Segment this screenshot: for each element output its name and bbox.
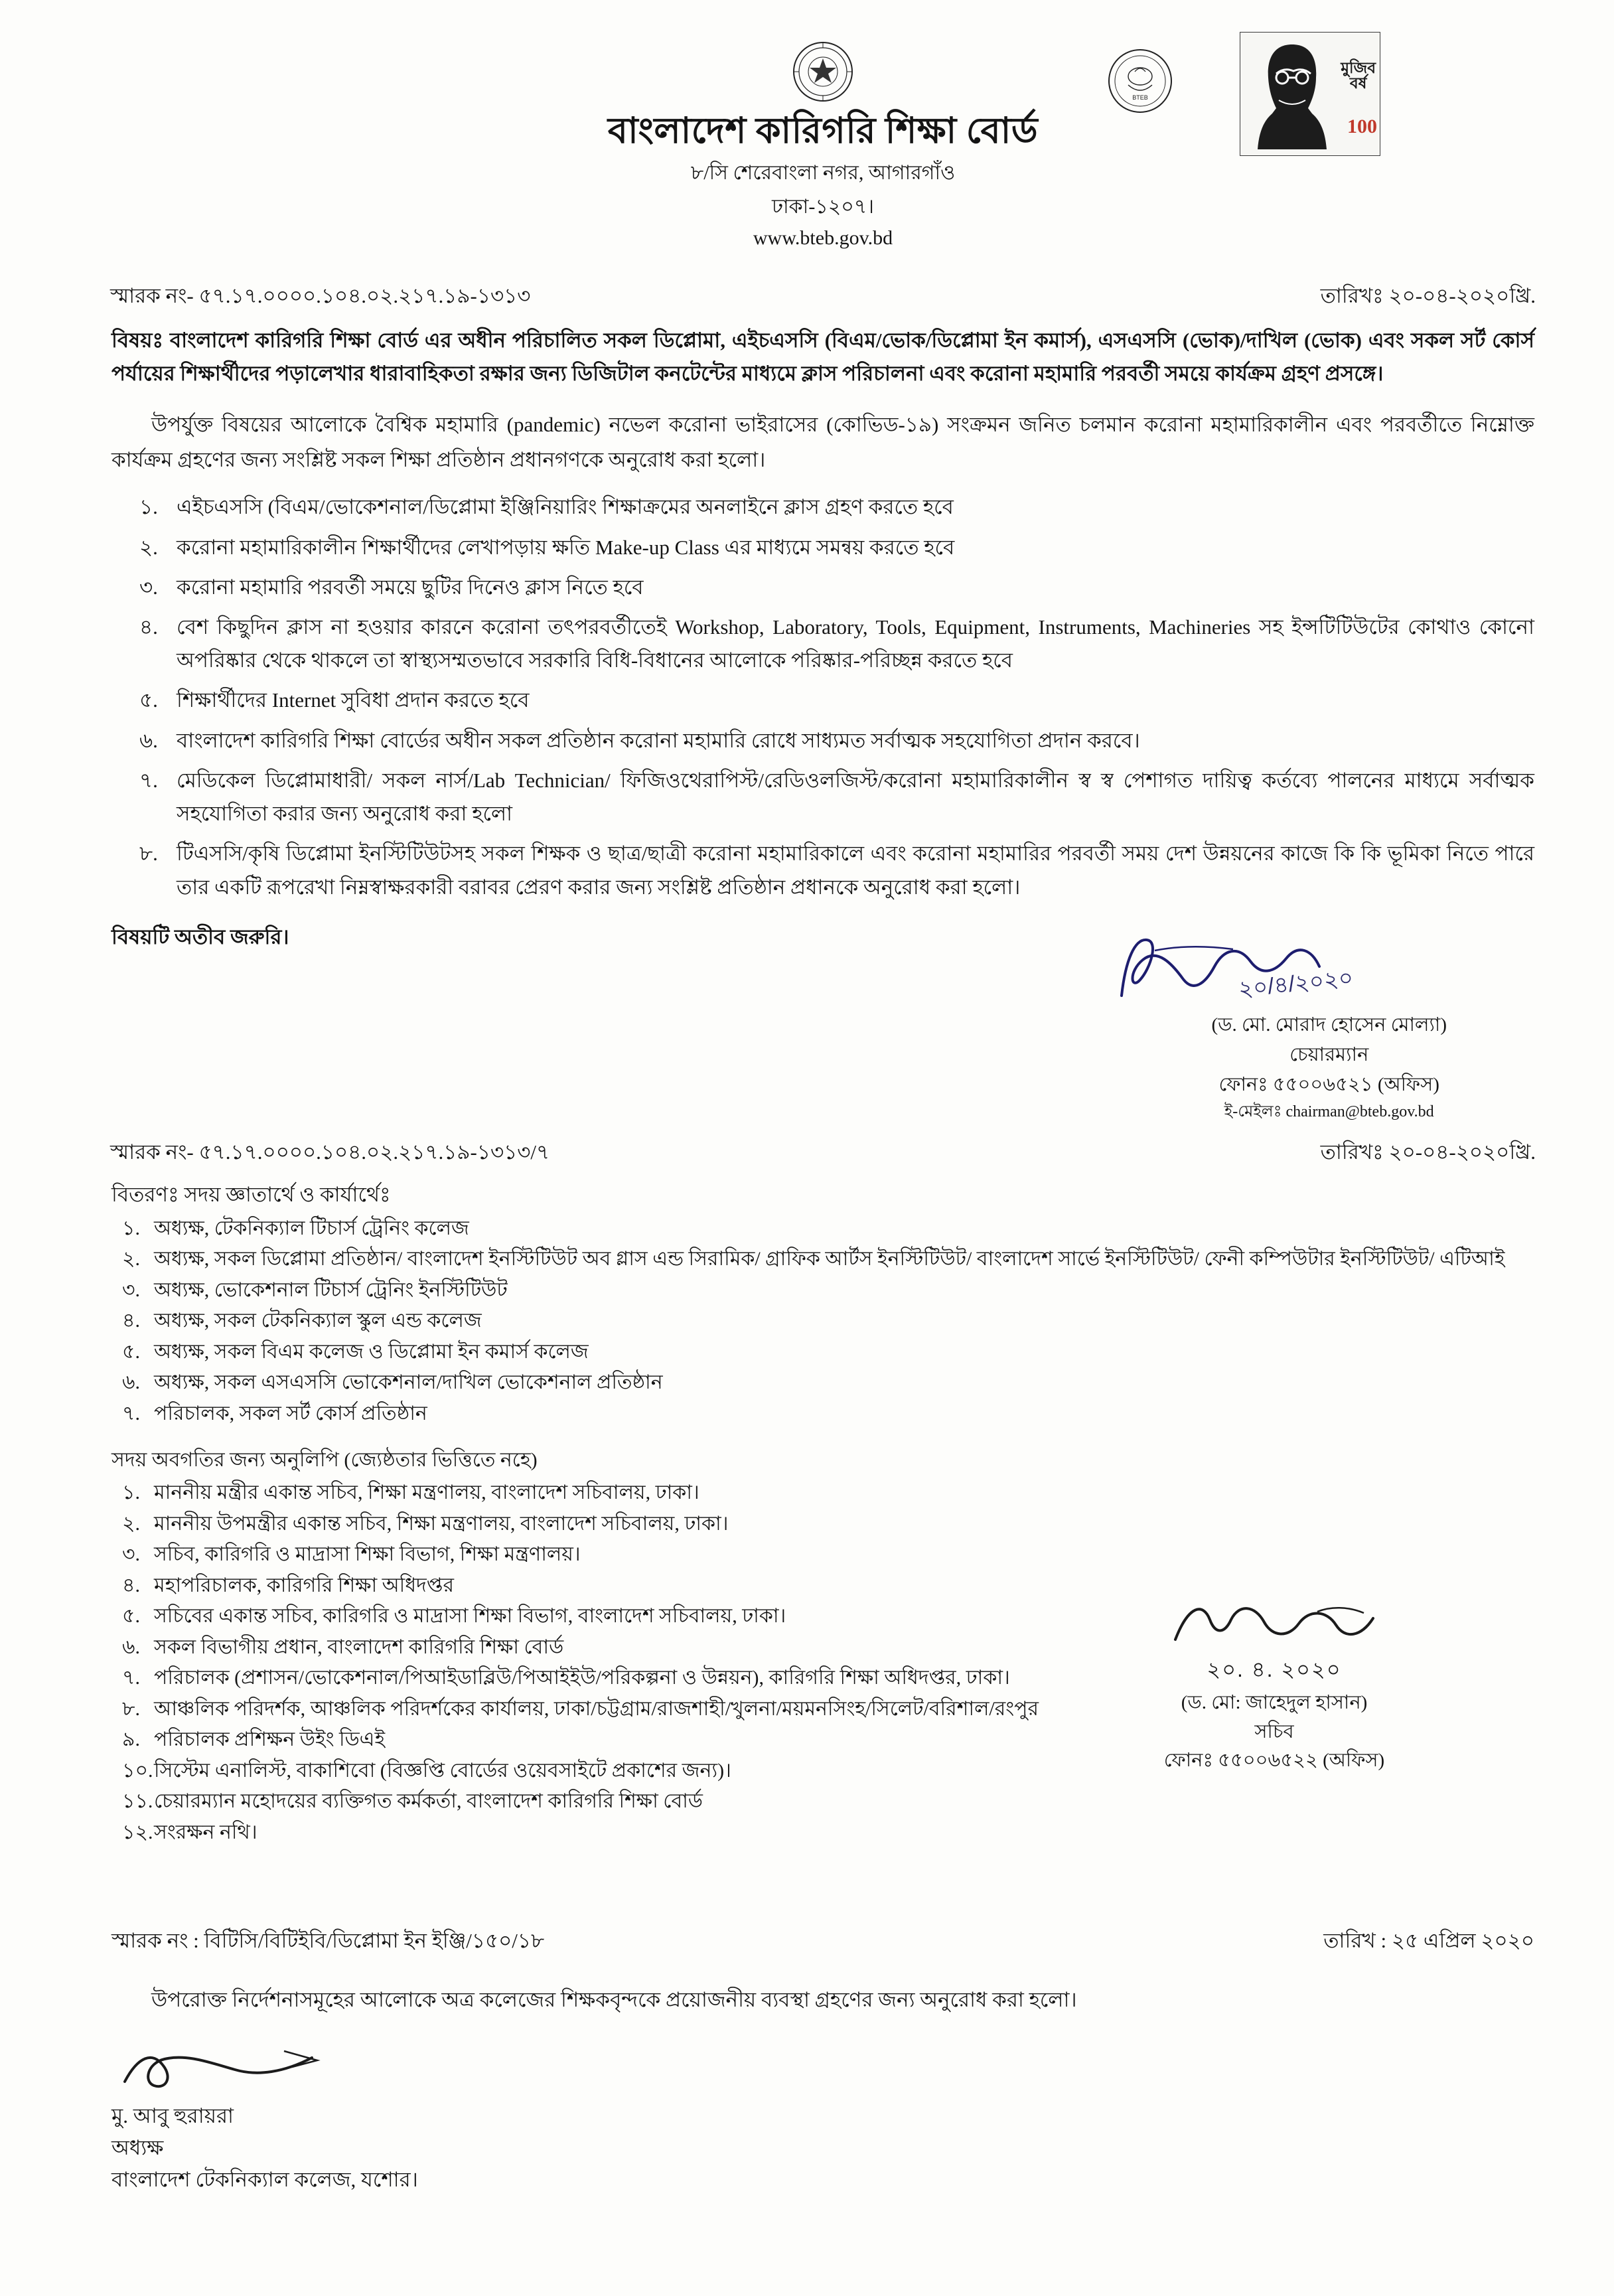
secretary-designation: সচিব — [1254, 1721, 1294, 1742]
list-item — [139, 531, 1534, 564]
list-item-number: ৫. — [139, 688, 158, 712]
footer-memo-number: স্মারক নং : বিটিসি/বিটিইবি/ডিপ্লোমা ইন ইঞ্জি/১৫০/১৮ — [111, 1929, 545, 1953]
list-item-number: ৬. — [122, 1636, 141, 1658]
list-item-number: ৭. — [122, 1667, 141, 1689]
list-item-text: সকল বিভাগীয় প্রধান, বাংলাদেশ কারিগরি শিক্ষা বোর্ড — [154, 1636, 564, 1658]
directives-list — [100, 491, 1546, 903]
list-item-text: টিএসসি/কৃষি ডিপ্লোমা ইনস্টিটিউটসহ সকল শিক্ষক ও ছাত্র/ছাত্রী করোনা মহামারিকালে এবং করোনা মহামারির পরবর্তী সময় দেশ উন্নয়নের কাজে কি কি ভূমিকা নিতে পারে তার একটি রূপরেখা নিম্নস্বাক্ষরকারী বরাবর প্রেরণ করার জন্য সংশ্লিষ্ট প্রতিষ্ঠান প্রধানকে অনুরোধ করা হলো। — [177, 842, 1534, 899]
organization-name: বাংলাদেশ কারিগরি শিক্ষা বোর্ড — [607, 111, 1039, 151]
secretary-name: (ড. মো: জাহেদুল হাসান) — [1181, 1692, 1368, 1713]
list-item — [139, 724, 1534, 757]
chairman-details — [1211, 1010, 1447, 1124]
list-item-number: ৩. — [122, 1543, 141, 1566]
list-item-text: মহাপরিচালক, কারিগরি শিক্ষা অধিদপ্তর — [154, 1574, 454, 1596]
list-item-number: ৭. — [122, 1402, 141, 1424]
list-item — [139, 571, 1534, 604]
list-item — [122, 1244, 1534, 1275]
list-item-text: আঞ্চলিক পরিদর্শক, আঞ্চলিক পরিদর্শকের কার্যালয়, ঢাকা/চট্টগ্রাম/রাজশাহী/খুলনা/ময়মনসিংহ/সিলেট/বরিশাল/রংপুর — [154, 1697, 1039, 1720]
list-item-number: ৯. — [122, 1728, 140, 1751]
memo2-number: স্মারক নং- ৫৭.১৭.০০০০.১০৪.০২.২১৭.১৯-১৩১৩/৭ — [110, 1140, 550, 1164]
list-item — [122, 1367, 1534, 1399]
distribution-heading: বিতরণঃ সদয় জ্ঞাতার্থে ও কার্যার্থেঃ — [111, 1182, 391, 1206]
subject-line: বিষয়ঃ বাংলাদেশ কারিগরি শিক্ষা বোর্ড এর অধীন পরিচালিত সকল ডিপ্লোমা, এইচএসসি (বিএম/ভোক/ডিপ্লোমা ইন কমার্স), এসএসসি (ভোক)/দাখিল (ভোক) এবং সকল সর্ট কোর্স পর্যায়ের শিক্ষার্থীদের পড়ালেখার ধারাবাহিকতা রক্ষার জন্য ডিজিটাল কনটেন্টের মাধ্যমে ক্লাস পরিচালনা এবং করোনা মহামারি পরবর্তী সময়ে কার্যক্রম গ্রহণ প্রসঙ্গে। — [111, 328, 1534, 385]
list-item-number: ১. — [139, 495, 158, 519]
secretary-phone: ফোনঃ ৫৫০০৬৫২২ (অফিস) — [1163, 1750, 1385, 1771]
list-item-text: অধ্যক্ষ, সকল টেকনিক্যাল স্কুল এন্ড কলেজ — [154, 1310, 482, 1332]
chairman-designation: চেয়ারম্যান — [1289, 1043, 1369, 1065]
list-item-number: ১১. — [122, 1790, 153, 1813]
list-item-text: বেশ কিছুদিন ক্লাস না হওয়ার কারনে করোনা তৎপরবর্তীতেই Workshop, Laboratory, Tools, Equipment, Instruments, Machineries সহ ইন্সটিটিউটের কোথাও কোনো অপরিষ্কার থেকে থাকলে তা স্বাস্থ্যসম্মতভাবে সরকারি বিধি-বিধানের আলোকে পরিষ্কার-পরিচ্ছন্ন করতে হবে — [177, 615, 1534, 672]
list-item-text: সচিব, কারিগরি ও মাদ্রাসা শিক্ষা বিভাগ, শিক্ষা মন্ত্রণালয়। — [154, 1543, 581, 1566]
list-item-text: অধ্যক্ষ, টেকনিক্যাল টিচার্স ট্রেনিং কলেজ — [154, 1217, 469, 1239]
list-item-number: ৩. — [122, 1278, 141, 1301]
footer-note: উপরোক্ত নির্দেশনাসমূহের আলোকে অত্র কলেজের শিক্ষকবৃন্দকে প্রয়োজনীয় ব্যবস্থা গ্রহণের জন্য অনুরোধ করা হলো। — [151, 1988, 1077, 2012]
list-item-text: পরিচালক প্রশিক্ষন উইং ডিএই — [154, 1728, 386, 1751]
urgent-note: বিষয়টি অতীব জরুরি। — [111, 925, 289, 949]
list-item-text: মেডিকেল ডিপ্লোমাধারী/ সকল নার্স/Lab Technician/ ফিজিওথেরাপিস্ট/রেডিওলজিস্ট/করোনা মহামারিকালীন স্ব স্ব পেশাগত দায়িত্ব কর্তব্যে পালনের মাধ্যমে সর্বাত্মক সহযোগিতা করার জন্য অনুরোধ করা হলো — [177, 768, 1534, 826]
list-item-text: করোনা মহামারি পরবর্তী সময়ে ছুটির দিনেও ক্লাস নিতে হবে — [177, 575, 644, 599]
list-item — [122, 1786, 1534, 1817]
list-item-number: ৬. — [122, 1371, 141, 1394]
list-item — [122, 1539, 1534, 1570]
list-item — [122, 1306, 1534, 1337]
mujib-text-label: মুজিব বর্ষ — [1341, 60, 1376, 92]
list-item-text: সচিবের একান্ত সচিব, কারিগরি ও মাদ্রাসা শিক্ষা বিভাগ, বাংলাদেশ সচিবালয়, ঢাকা। — [154, 1605, 786, 1628]
list-item-text: বাংলাদেশ কারিগরি শিক্ষা বোর্ডের অধীন সকল প্রতিষ্ঠান করোনা মহামারি রোধে সাধ্যমত সর্বাত্মক সহযোগিতা প্রদান করবে। — [177, 728, 1140, 752]
chairman-email[interactable]: chairman@bteb.gov.bd — [1285, 1103, 1434, 1120]
principal-institution: বাংলাদেশ টেকনিক্যাল কলেজ, যশোর। — [111, 2167, 418, 2191]
list-item-number: ৬. — [139, 728, 158, 752]
footer-memo-row — [100, 1925, 1546, 1959]
principal-designation: অধ্যক্ষ — [111, 2135, 164, 2159]
secretary-hand-date: ২০. ৪. ২০২০ — [1207, 1657, 1342, 1681]
secretary-signature-block — [1088, 1593, 1460, 1776]
list-item-text: সিস্টেম এনালিস্ট, বাকাশিবো (বিজ্ঞপ্তি বোর্ডের ওয়েবসাইটে প্রকাশের জন্য)। — [154, 1759, 731, 1782]
list-item — [139, 684, 1534, 717]
list-item-text: মাননীয় মন্ত্রীর একান্ত সচিব, শিক্ষা মন্ত্রণালয়, বাংলাদেশ সচিবালয়, ঢাকা। — [154, 1482, 699, 1504]
list-item — [122, 1478, 1534, 1509]
list-item-text: অধ্যক্ষ, সকল এসএসসি ভোকেশনাল/দাখিল ভোকেশনাল প্রতিষ্ঠান — [154, 1371, 663, 1394]
list-item-text: শিক্ষার্থীদের Internet সুবিধা প্রদান করতে হবে — [177, 688, 530, 712]
memo-date: তারিখঃ ২০-০৪-২০২০খ্রি. — [1320, 283, 1536, 307]
list-item-number: ১. — [122, 1482, 140, 1504]
list-item-text: অধ্যক্ষ, সকল ডিপ্লোমা প্রতিষ্ঠান/ বাংলাদেশ ইনস্টিটিউট অব গ্লাস এন্ড সিরামিক/ গ্রাফিক আর্টস ইনস্টিটিউট/ বাংলাদেশ সার্ভে ইনস্টিটিউট/ ফেনী কম্পিউটার ইনস্টিটিউট/ এটিআই — [154, 1248, 1505, 1270]
list-item-text: অধ্যক্ষ, সকল বিএম কলেজ ও ডিপ্লোমা ইন কমার্স কলেজ — [154, 1340, 589, 1363]
svg-text:BTEB: BTEB — [1132, 94, 1148, 101]
list-item — [122, 1213, 1534, 1245]
list-item-number: ৩. — [139, 575, 158, 599]
list-item-text: সংরক্ষন নথি। — [154, 1821, 257, 1843]
list-item-number: ২. — [122, 1248, 141, 1270]
signature-scribble-icon — [1165, 1593, 1384, 1657]
memo-header-row — [100, 280, 1546, 315]
list-item-number: ৪. — [122, 1310, 140, 1332]
list-item — [139, 491, 1534, 524]
organization-website[interactable]: www.bteb.gov.bd — [753, 226, 893, 249]
list-item-number: ১. — [122, 1217, 140, 1239]
mujib-borsho-logo-icon — [1240, 32, 1380, 156]
list-item-text: চেয়ারম্যান মহোদয়ের ব্যক্তিগত কর্মকর্তা, বাংলাদেশ কারিগরি শিক্ষা বোর্ড — [154, 1790, 703, 1813]
list-item-number: ৭. — [139, 768, 158, 792]
principal-name: মু. আবু হুরায়রা — [111, 2104, 234, 2127]
list-item-text: পরিচালক (প্রশাসন/ভোকেশনাল/পিআইডাব্লিউ/পিআইইউ/পরিকল্পনা ও উন্নয়ন), কারিগরি শিক্ষা অধিদপ্তর, ঢাকা। — [154, 1667, 1010, 1689]
list-item-number: ২. — [139, 535, 158, 559]
list-item-number: ৪. — [139, 615, 158, 639]
chairman-email-row — [1211, 1100, 1447, 1124]
list-item-text: অধ্যক্ষ, ভোকেশনাল টিচার্স ট্রেনিং ইনস্টিটিউট — [154, 1278, 508, 1301]
list-item — [122, 1337, 1534, 1368]
list-item-number: ৫. — [122, 1340, 140, 1363]
list-item-text: এইচএসসি (বিএম/ভোকেশনাল/ডিপ্লোমা ইঞ্জিনিয়ারিং শিক্ষাক্রমের অনলাইনে ক্লাস গ্রহণ করতে হবে — [177, 495, 954, 519]
list-item-text: পরিচালক, সকল সর্ট কোর্স প্রতিষ্ঠান — [154, 1402, 427, 1424]
chairman-name: (ড. মো. মোরাদ হোসেন মোল্যা) — [1211, 1014, 1447, 1035]
list-item-number: ১০. — [122, 1759, 153, 1782]
list-item — [122, 1509, 1534, 1540]
list-item — [122, 1817, 1534, 1849]
chairman-hand-date: ২০/৪/২০২০ — [1237, 964, 1355, 1002]
memo2-date: তারিখঃ ২০-০৪-২০২০খ্রি. — [1320, 1140, 1536, 1164]
distribution-list — [100, 1213, 1546, 1430]
list-item — [122, 1275, 1534, 1306]
list-item-number: ৮. — [139, 842, 158, 866]
list-item — [122, 1399, 1534, 1430]
list-item-number: ১২. — [122, 1821, 153, 1843]
list-item-number: ২. — [122, 1512, 141, 1535]
memo-second-row — [100, 1136, 1546, 1171]
list-item — [139, 837, 1534, 903]
mujib-100-label: 100 — [1347, 115, 1377, 137]
list-item — [139, 611, 1534, 677]
intro-paragraph: উপর্যুক্ত বিষয়ের আলোকে বৈশ্বিক মহামারি (pandemic) নভেল করোনা ভাইরাসের (কোভিড-১৯) সংক্রমন জনিত চলমান করোনা মহামারিকালীন এবং পরবর্তীতে নিম্নোক্ত কার্যক্রম গ্রহণের জন্য সংশ্লিষ্ট সকল শিক্ষা প্রতিষ্ঠান প্রধানগণকে অনুরোধ করা হলো। — [111, 412, 1534, 471]
organization-address-line1: ৮/সি শেরেবাংলা নগর, আগারগাঁও — [690, 161, 956, 184]
list-item-number: ৪. — [122, 1574, 140, 1596]
signature-scribble-icon — [118, 2043, 330, 2100]
list-item-number: ৮. — [122, 1697, 140, 1720]
govt-seal-icon — [1106, 46, 1175, 115]
list-item-text: করোনা মহামারিকালীন শিক্ষার্থীদের লেখাপড়ায় ক্ষতি Make-up Class এর মাধ্যমে সমন্বয় করতে হবে — [177, 535, 955, 559]
organization-address-line2: ঢাকা-১২০৭। — [771, 195, 875, 218]
copy-heading: সদয় অবগতির জন্য অনুলিপি (জ্যেষ্ঠতার ভিত্তিতে নহে) — [111, 1449, 538, 1472]
principal-signature-block — [100, 2043, 1546, 2196]
list-item-text: মাননীয় উপমন্ত্রীর একান্ত সচিব, শিক্ষা মন্ত্রণালয়, বাংলাদেশ সচিবালয়, ঢাকা। — [154, 1512, 729, 1535]
list-item-number: ৫. — [122, 1605, 140, 1628]
memo-number: স্মারক নং- ৫৭.১৭.০০০০.১০৪.০২.২১৭.১৯-১৩১৩ — [110, 283, 531, 307]
letterhead — [100, 13, 1546, 250]
email-label: ই-মেইলঃ — [1224, 1103, 1282, 1120]
bteb-seal-icon — [791, 40, 855, 104]
list-item — [139, 764, 1534, 830]
footer-date: তারিখ : ২৫ এপ্রিল ২০২০ — [1323, 1929, 1534, 1953]
letter-sheet — [100, 13, 1546, 2283]
chairman-signature-block — [100, 962, 1546, 1128]
chairman-phone: ফোনঃ ৫৫০০৬৫২১ (অফিস) — [1218, 1073, 1439, 1095]
